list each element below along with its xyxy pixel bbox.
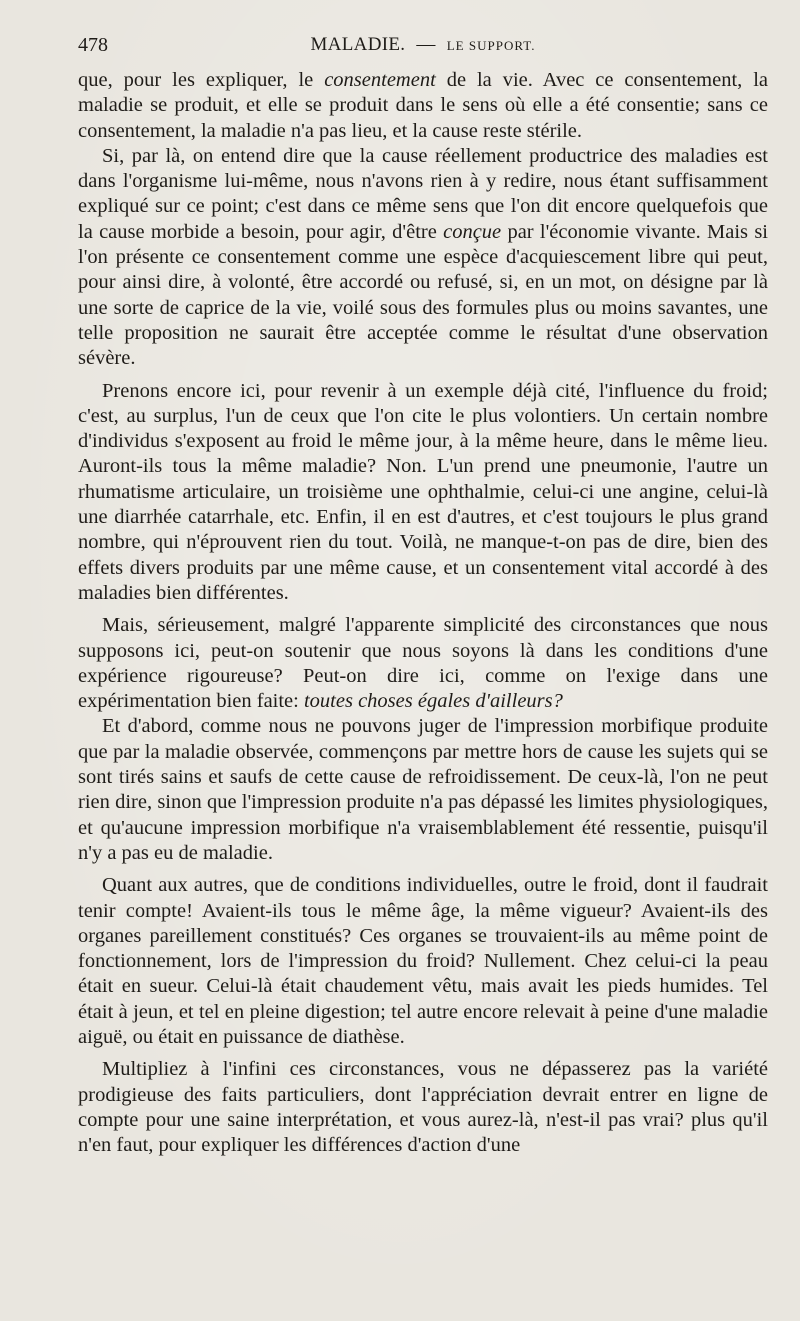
paragraph: Si, par là, on entend dire que la cause réellement productrice des maladies est dans l'organisme lui-même, nous n'avons rien à y redire, nous étant suffisamment expliqué sur ce point; c'est dans ce même sens que l'on dit encore quelquefois que la cause morbide a besoin, pour agir, d'être conçue par l'économie vivante. Mais si l'on présente ce consentement comme une espèce d'acquiescement libre qui peut, pour ainsi dire, à volonté, être accordé ou refusé, si, en un mot, on désigne par là une sorte de caprice de la vie, voilé sous des formules plus ou moins savantes, une telle proposition ne saurait être acceptée comme le résultat d'une observation sévère. [78, 144, 768, 370]
body-text [78, 68, 768, 1158]
paragraph: Multipliez à l'infini ces circonstances, vous ne dépasserez pas la variété prodigieuse des faits particuliers, dont l'appréciation devrait entrer en ligne de compte pour une saine interprétation, et vous aurez-là, n'est-il pas vrai? plus qu'il n'en faut, pour expliquer les différences d'action d'une [78, 1058, 768, 1157]
page-number: 478 [78, 34, 108, 56]
paragraph: Mais, sérieusement, malgré l'apparente simplicité des circonstances que nous supposons ici, peut-on soutenir que nous soyons là dans les conditions d'une expérience rigoureuse? Peut-on dire ici, comme on l'exige dans une expérimentation bien faite: toutes choses égales d'ailleurs? [78, 614, 768, 713]
section-subtitle: LE SUPPORT. [446, 38, 536, 53]
paragraph: Quant aux autres, que de conditions individuelles, outre le froid, dont il faudrait tenir compte! Avaient-ils tous le même âge, la même vigueur? Avaient-ils des organes pareillement constitués? Ces organes se trouvaient-ils au même point de fonctionnement, lors de l'impression du froid? Nullement. Chez celui-ci la peau était en sueur. Celui-là était chaudement vêtu, mais avait les pieds humides. Tel était à jeun, et tel en pleine digestion; tel autre encore relevait à peine d'une maladie aiguë, ou était en puissance de diathèse. [78, 874, 768, 1048]
chapter-title: MALADIE. [310, 34, 406, 55]
paragraph: que, pour les expliquer, le consentement de la vie. Avec ce consentement, la maladie se produit, et elle se produit dans le sens où elle a été consentie; sans ce consentement, la maladie n'a pas lieu, et la cause reste stérile. [78, 69, 768, 142]
paragraph: Et d'abord, comme nous ne pouvons juger de l'impression morbifique produite que par la maladie observée, commençons par mettre hors de cause les sujets qui se sont tirés sains et saufs de cette cause de refroidissement. De ceux-là, l'on ne peut rien dire, sinon que l'impression produite n'a pas dépassé les limites physiologiques, et qu'aucune impression morbifique n'a vraisemblablement été ressentie, puisqu'il n'y a pas eu de maladie. [78, 715, 768, 864]
paragraph: Prenons encore ici, pour revenir à un exemple déjà cité, l'influence du froid; c'est, au surplus, l'un de ceux que l'on cite le plus volontiers. Un certain nombre d'individus s'exposent au froid le même jour, à la même heure, dans le même lieu. Auront-ils tous la même maladie? Non. L'un prend une pneumonie, l'autre un rhumatisme articulaire, un troisième une ophthalmie, celui-ci une angine, celui-là une diarrhée catarrhale, etc. Enfin, il en est d'autres, et c'est toujours le plus grand nombre, qui n'éprouvent rien du tout. Voilà, ne manque-t-on pas de dire, bien des effets divers produits par une même cause, et un consentement vital accordé à des maladies bien différentes. [78, 379, 768, 604]
running-title [78, 34, 768, 56]
title-dash: — [416, 34, 436, 55]
running-head [78, 34, 768, 60]
